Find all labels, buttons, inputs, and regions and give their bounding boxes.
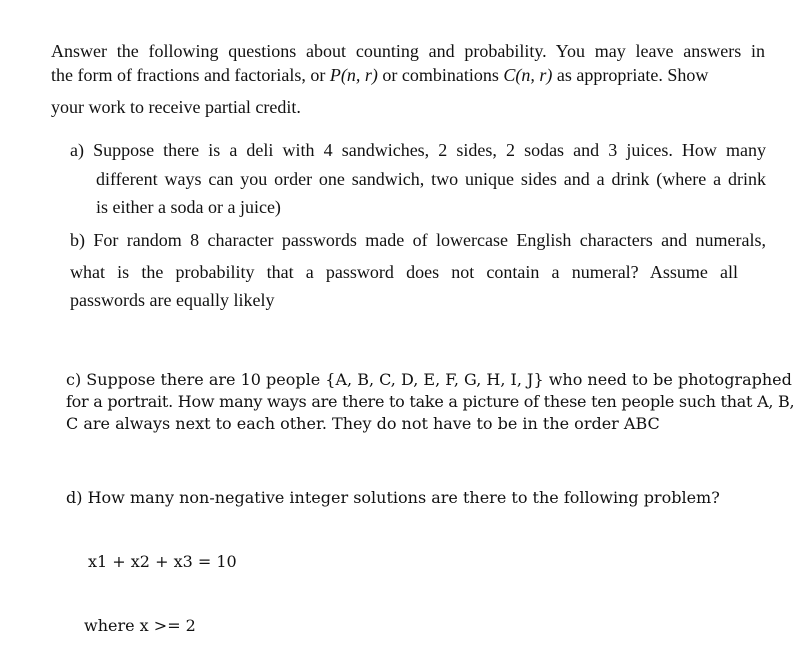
intro-line-3: your work to receive partial credit.: [51, 97, 301, 117]
question-d-line-1: d) How many non-negative integer solutions are there to the following problem?: [66, 488, 720, 507]
combination-notation: C(n, r): [503, 65, 553, 85]
question-c-line-3: C are always next to each other. They do not have to be in the order ABC: [66, 414, 660, 433]
question-c-line-2: for a portrait. How many ways are there to take a picture of these ten people such that A, B,: [66, 392, 795, 411]
question-a-line-2: different ways can you order one sandwich, two unique sides and a drink (where a drink: [96, 169, 766, 189]
intro-line-2: [51, 65, 765, 85]
question-d-constraint: where x >= 2: [84, 616, 196, 635]
permutation-notation: P(n, r): [329, 65, 378, 85]
question-d-equation: x1 + x2 + x3 = 10: [88, 552, 237, 571]
question-c-line-1: c) Suppose there are 10 people {A, B, C, D, E, F, G, H, I, J} who need to be photographed: [66, 370, 792, 389]
question-b-line-1: b) For random 8 character passwords made of lowercase English characters and numerals,: [70, 230, 766, 250]
intro-line-1: Answer the following questions about counting and probability. You may leave answers in: [51, 41, 765, 61]
intro-line-2-text: the form of fractions and factorials, or P(n, r) or combinations C(n, r) as appropriate. Show: [51, 65, 709, 85]
question-a-line-3: is either a soda or a juice): [96, 197, 281, 217]
question-a-line-1: a) Suppose there is a deli with 4 sandwiches, 2 sides, 2 sodas and 3 juices. How many: [70, 140, 766, 160]
question-b-line-2: what is the probability that a password does not contain a numeral? Assume all: [70, 262, 738, 282]
question-b-line-3: passwords are equally likely: [70, 290, 275, 310]
